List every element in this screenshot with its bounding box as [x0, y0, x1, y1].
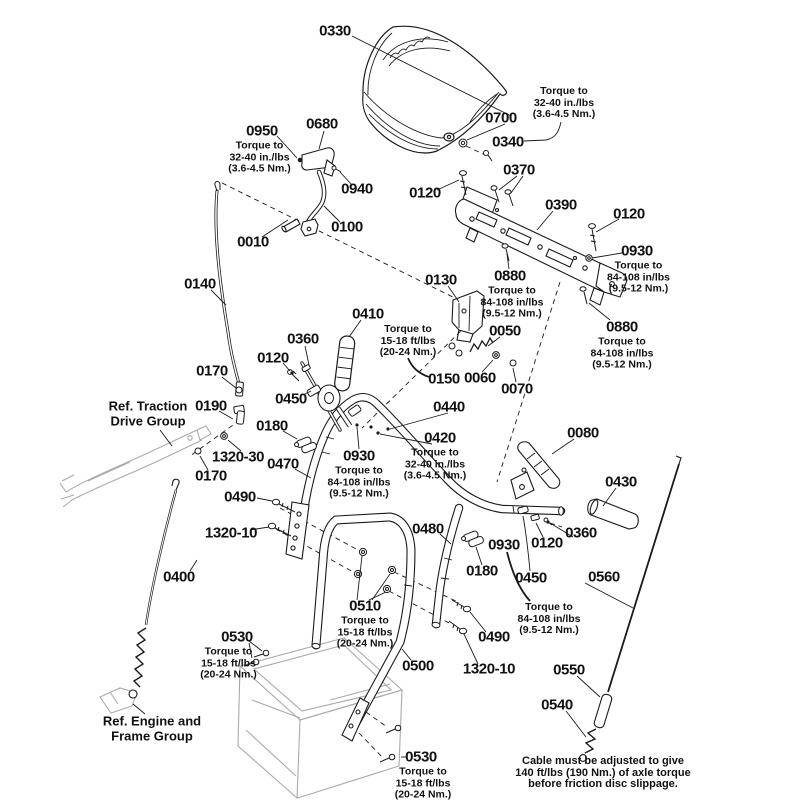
torque-note: Torque to 15-18 ft/lbs (20-24 Nm.) [336, 614, 394, 650]
part-number: 0150 [428, 370, 460, 388]
part-number: 0700 [485, 109, 517, 127]
part-number: 0120 [613, 205, 645, 223]
part-label-0940 [341, 182, 373, 197]
part-label-0550 [553, 663, 585, 678]
part-label-0100 [331, 220, 363, 235]
part-number: 0120 [409, 184, 441, 202]
part-number: 0880 [606, 318, 638, 336]
part-number: 0430 [605, 473, 637, 491]
part-label-0530-b [391, 749, 452, 800]
part-label-0180-a [256, 419, 288, 434]
part-number: 0450 [275, 390, 307, 408]
part-label-0540 [541, 698, 573, 713]
part-number: 0410 [352, 305, 384, 323]
torque-note: Torque to 32-40 in./lbs (3.6-4.5 Nm.) [228, 139, 291, 175]
part-number: 0490 [224, 488, 256, 506]
part-label-0330 [319, 24, 351, 39]
part-number: 0050 [489, 322, 521, 340]
part-number: 0950 [246, 122, 278, 140]
part-label-0470 [267, 457, 299, 472]
cable-0400-part [129, 479, 179, 698]
part-number: 0340 [492, 133, 524, 151]
part-number: 0530 [405, 748, 437, 766]
note-text: Cable must be adjusted to give 140 ft/lbs (190 Nm.) of axle torque before friction disc slippage. [515, 754, 691, 790]
part-number: 1320-30 [211, 448, 265, 466]
part-number: 0930 [488, 536, 520, 554]
part-label-0140 [184, 277, 216, 292]
part-number: 1320-10 [462, 660, 516, 678]
part-label-0930-b [327, 448, 390, 500]
part-number: 0360 [565, 524, 597, 542]
part-label-0130 [425, 273, 457, 288]
part-number: 0060 [464, 369, 496, 387]
part-label-0120-b [613, 207, 645, 222]
part-number: 0180 [466, 562, 498, 580]
part-number: 0560 [588, 568, 620, 586]
part-number: 0400 [163, 568, 195, 586]
part-label-0120-c [257, 351, 289, 366]
part-label-0490-b [478, 630, 510, 645]
part-label-0150 [428, 372, 460, 387]
part-number: 0120 [531, 534, 563, 552]
trigger-lever-part [511, 442, 560, 499]
part-number: 0170 [195, 467, 227, 485]
part-number: 0680 [306, 115, 338, 133]
part-label-0880-a [476, 268, 543, 320]
part-number: 0500 [402, 657, 434, 675]
ref-traction [109, 400, 188, 429]
note-text: Torque to 84-108 in/lbs (9.5-12 Nm.) [517, 600, 581, 636]
part-number: 0450 [515, 569, 547, 587]
part-label-0430 [605, 475, 637, 490]
part-number: 0070 [501, 380, 533, 398]
part-label-0680 [306, 117, 338, 132]
part-label-1320-10-b [463, 662, 515, 677]
part-number: 0390 [545, 196, 577, 214]
torque-right-84 [517, 600, 580, 637]
part-label-0450-b [515, 571, 547, 586]
part-label-0170-a [196, 364, 228, 379]
traction-drive-group-sketch [60, 426, 211, 507]
part-number: 0360 [287, 330, 319, 348]
part-label-0400 [163, 570, 195, 585]
part-label-0560 [588, 570, 620, 585]
torque-note: Torque to 32-40 in./lbs (3.6-4.5 Nm.) [403, 446, 467, 482]
part-number: 0510 [349, 597, 381, 615]
note-text: Ref. Engine and Frame Group [102, 713, 202, 743]
part-number: 0420 [424, 429, 456, 447]
part-number: 0100 [331, 218, 363, 236]
part-label-1320-10-a [205, 526, 257, 541]
part-label-0490-a [224, 490, 256, 505]
part-number: 0880 [494, 267, 526, 285]
part-number: 0130 [425, 271, 457, 289]
part-number: 0480 [412, 520, 444, 538]
part-label-0450-a [275, 392, 307, 407]
part-label-0360-a [287, 332, 319, 347]
part-label-0950 [228, 122, 291, 175]
part-number: 0930 [621, 242, 653, 260]
part-label-0700 [485, 111, 517, 126]
part-label-0190 [195, 399, 227, 414]
part-label-0390 [545, 198, 577, 213]
part-number: 0170 [196, 362, 228, 380]
part-number: 0370 [503, 161, 535, 179]
part-number: 0930 [343, 447, 375, 465]
part-label-0060 [464, 371, 496, 386]
part-number: 1320-10 [204, 524, 258, 542]
torque-note: Torque to 84-108 in/lbs (9.5-12 Nm.) [327, 464, 391, 500]
part-number: 0180 [256, 417, 288, 435]
part-label-0170-b [195, 469, 227, 484]
part-label-0480 [412, 522, 444, 537]
part-number: 0540 [541, 696, 573, 714]
part-label-0410 [352, 307, 384, 322]
torque-note: Torque to 15-18 ft/lbs (20-24 Nm.) [200, 645, 257, 681]
part-label-1320-30 [212, 450, 264, 465]
hood-part [363, 26, 507, 153]
part-label-0930-a [604, 243, 670, 295]
part-number: 0440 [433, 398, 465, 416]
torque-note: Torque to 84-108 in/lbs (9.5-12 Nm.) [590, 335, 654, 371]
part-label-0530-a [200, 628, 257, 681]
part-number: 0120 [257, 349, 289, 367]
torque-note: Torque to 84-108 in/lbs (9.5-12 Nm.) [606, 259, 671, 295]
part-label-0120-a [409, 186, 441, 201]
part-label-0120-d [531, 536, 563, 551]
part-label-0340 [492, 135, 524, 150]
part-number: 0940 [341, 180, 373, 198]
part-label-0370 [503, 163, 535, 178]
torque-top-right [533, 84, 595, 121]
part-label-0500 [402, 659, 434, 674]
part-number: 0530 [221, 628, 253, 646]
part-number: 0330 [319, 22, 351, 40]
part-number: 0190 [195, 397, 227, 415]
part-number: 0080 [567, 424, 599, 442]
part-number: 0490 [478, 628, 510, 646]
part-label-0360-b [565, 526, 597, 541]
part-number: 0550 [553, 661, 585, 679]
part-label-0510 [337, 598, 394, 650]
part-label-0180-b [466, 564, 498, 579]
part-label-0880-b [590, 319, 653, 371]
part-label-0440 [433, 400, 465, 415]
part-label-0070 [501, 382, 533, 397]
part-label-0420 [403, 429, 467, 482]
cable-note [515, 756, 690, 791]
part-number: 0470 [267, 455, 299, 473]
note-text: Ref. Traction Drive Group [108, 398, 188, 428]
note-text: Torque to 32-40 in./lbs (3.6-4.5 Nm.) [532, 84, 596, 120]
torque-note: Torque to 84-108 in/lbs (9.5-12 Nm.) [480, 284, 544, 320]
part-label-0930-c [488, 538, 520, 553]
part-label-0080 [567, 426, 599, 441]
part-label-0010 [237, 235, 269, 250]
torque-mid-15 [380, 322, 437, 359]
ref-engine [103, 715, 201, 744]
part-label-0050 [489, 324, 521, 339]
part-number: 0140 [184, 275, 216, 293]
part-number: 0010 [237, 233, 269, 251]
torque-note: Torque to 15-18 ft/lbs (20-24 Nm.) [394, 765, 452, 800]
note-text: Torque to 15-18 ft/lbs (20-24 Nm.) [379, 322, 437, 358]
